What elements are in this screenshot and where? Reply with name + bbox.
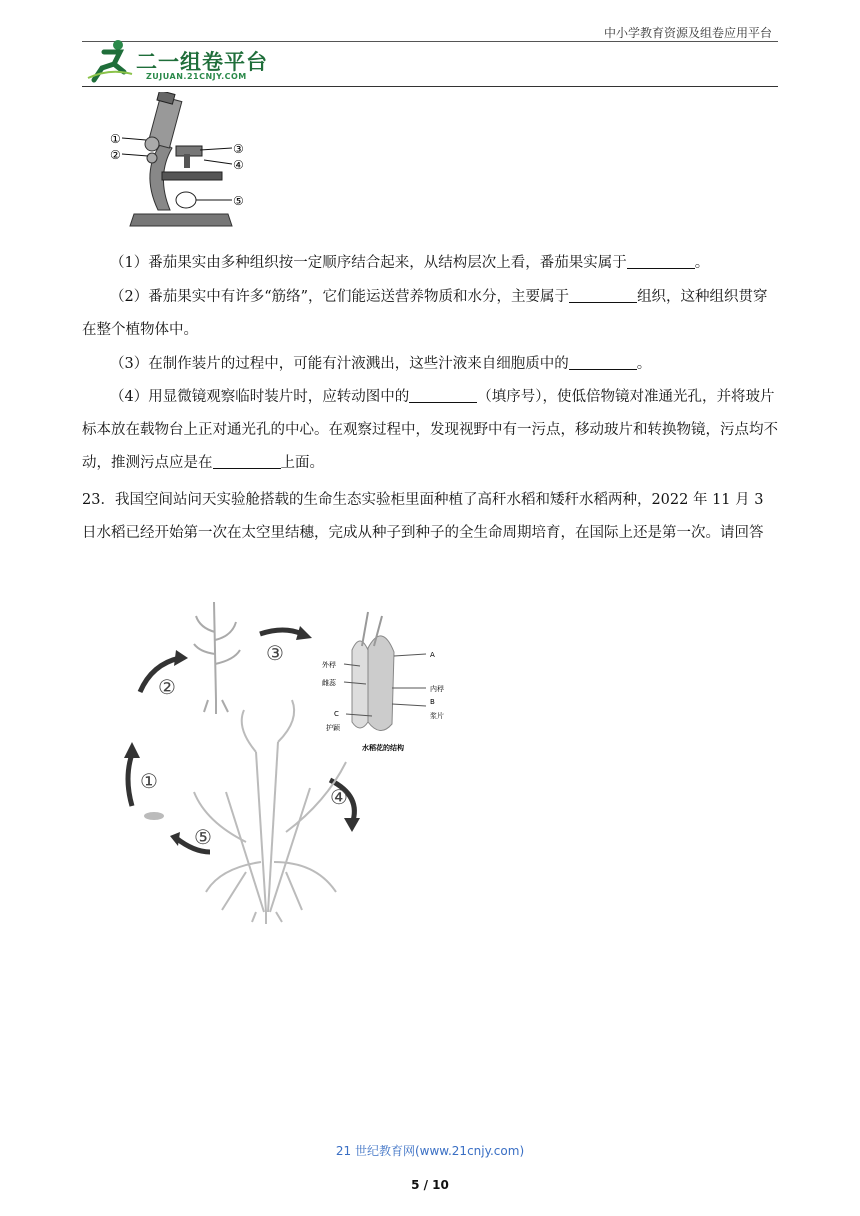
rice-lifecycle-figure (96, 592, 476, 924)
header-rule-bottom (82, 86, 778, 87)
svg-text:雌蕊: 雌蕊 (322, 679, 336, 687)
rice-flower-diagram (322, 612, 444, 752)
page-number: 5 / 10 (411, 1178, 449, 1192)
svg-text:B: B (430, 698, 435, 706)
logo-subtitle: ZUJUAN.21CNJY.COM (146, 72, 247, 81)
question-2: （2）番茄果实中有许多“筋络”，它们能运送营养物质和水分，主要属于 组织，这种组织贯穿在整个植物体中。 (82, 289, 768, 338)
footer-link[interactable]: 21 世纪教育网(www.21cnjy.com) (335, 1144, 525, 1158)
cycle-label-4: ④ (330, 785, 348, 809)
microscope-figure (100, 92, 260, 234)
question-3: （3）在制作装片的过程中，可能有汁液溅出，这些汁液来自细胞质中的 。 (110, 356, 652, 372)
cycle-label-1: ① (140, 769, 158, 793)
answer-blank[interactable] (627, 253, 695, 269)
microscope-label-1: ① (110, 132, 121, 146)
cycle-label-5: ⑤ (194, 825, 212, 849)
answer-blank[interactable] (409, 387, 477, 403)
svg-text:外稃: 外稃 (322, 661, 336, 669)
question-23: 23．我国空间站问天实验舱搭载的生命生态实验柜里面种植了高秆水稻和矮秆水稻两种，2022 年 11 月 3 日水稻已经开始第一次在太空里结穗，完成从种子到种子的全生命周期培育，在国际上还是第一次。请回答 (82, 492, 764, 541)
logo-title: 二一组卷平台 (136, 50, 268, 74)
seed-icon (144, 812, 164, 820)
microscope-label-4: ④ (233, 158, 244, 172)
question-4: （4）用显微镜观察临时装片时，应转动图中的 （填序号），使低倍物镜对准通光孔，并将玻片标本放在载物台上正对通光孔的中心。在观察过程中，发现视野中有一污点，移动玻片和转换物镜，污点均不动，推测污点应是在 上面。 (82, 389, 778, 471)
svg-text:A: A (430, 651, 435, 659)
microscope-label-3: ③ (233, 142, 244, 156)
microscope-label-2: ② (110, 148, 121, 162)
svg-text:护颖: 护颖 (326, 724, 340, 732)
seedling-icon (194, 602, 240, 714)
answer-blank[interactable] (569, 287, 637, 303)
question-1: （1）番茄果实由多种组织按一定顺序结合起来，从结构层次上看，番茄果实属于 。 (110, 255, 710, 271)
logo (86, 38, 276, 84)
cycle-label-2: ② (158, 675, 176, 699)
answer-blank[interactable] (569, 354, 637, 370)
cycle-label-3: ③ (266, 641, 284, 665)
svg-text:水稻花的结构: 水稻花的结构 (362, 744, 404, 752)
svg-text:内稃: 内稃 (430, 685, 444, 693)
svg-text:C: C (334, 710, 339, 718)
rice-plant-icon (194, 700, 346, 924)
microscope-label-5: ⑤ (233, 194, 244, 208)
svg-text:浆片: 浆片 (430, 712, 444, 720)
answer-blank[interactable] (213, 453, 281, 469)
platform-name: 中小学教育资源及组卷应用平台 (603, 26, 772, 40)
